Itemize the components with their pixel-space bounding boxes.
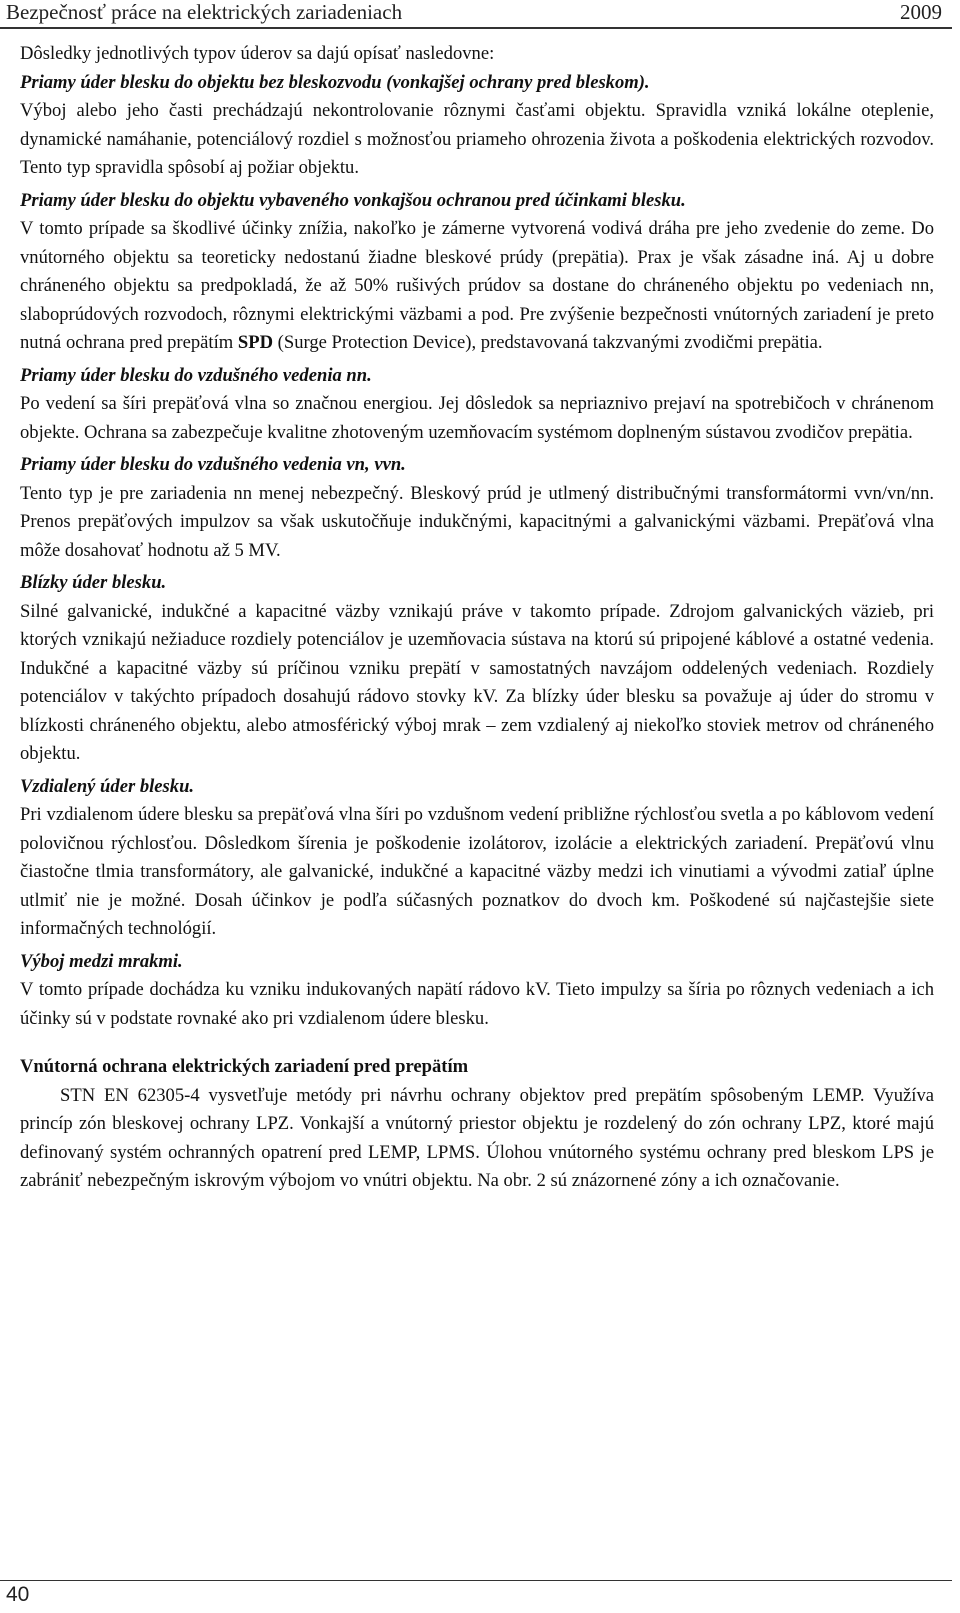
page-number: 40: [6, 1583, 30, 1606]
page-header: [0, 0, 952, 29]
spd-term: SPD: [237, 332, 274, 353]
paragraph: STN EN 62305-4 vysvetľuje metódy pri návrhu ochrany objektov pred prepätím spôsobeným LEMP. Využíva princíp zón bleskovej ochrany LPZ. Vonkajší a vnútorný priestor objektu je rozdelený do zón ochrany LPZ, ktoré majú definovaný systém ochranných opatrení pred LEMP, LPMS. Úlohou vnútorného systému ochrany pred bleskom LPS je zabrániť nebezpečným iskrovým výbojom vo vnútri objektu. Na obr. 2 sú znázornené zóny a ich označovanie.: [20, 1084, 934, 1191]
chapter-heading: Vnútorná ochrana elektrických zariadení pred prepätím: [20, 1056, 469, 1077]
section-heading: Výboj medzi mrakmi.: [20, 950, 183, 972]
paragraph: V tomto prípade dochádza ku vzniku indukovaných napätí rádovo kV. Tieto impulzy sa šíria po rôznych vedeniach a ich účinky sú v podstate rovnaké ako pri vzdialenom údere blesku.: [20, 979, 934, 1029]
paragraph: Po vedení sa šíri prepäťová vlna so značnou energiou. Jej dôsledok sa nepriaznivo prejaví na spotrebičoch v chránenom objekte. Ochrana sa zabezpečuje kvalitne zhotoveným uzemňovacím systémom doplneným sústavou zvodičov prepätia.: [20, 393, 934, 443]
section-heading: Vzdialený úder blesku.: [20, 775, 195, 797]
header-year: 2009: [900, 0, 942, 24]
paragraph: Dôsledky jednotlivých typov úderov sa dajú opísať nasledovne:: [20, 43, 495, 64]
footer-divider: [0, 1580, 952, 1581]
paragraph: Tento typ je pre zariadenia nn menej nebezpečný. Bleskový prúd je utlmený distribučnými transformátormi vvn/vn/nn. Prenos prepäťových impulzov sa však uskutočňuje indukčnými, kapacitnými a galvanickými väzbami. Prepäťová vlna môže dosahovať hodnotu až 5 MV.: [20, 482, 934, 561]
section-heading: Blízky úder blesku.: [20, 572, 167, 593]
paragraph: Pri vzdialenom údere blesku sa prepäťová vlna šíri po vzdušnom vedení približne rýchlosťou svetla a po káblovom vedení polovičnou rýchlosťou. Dôsledkom šírenia je poškodenie izolátorov, izolácie a elektrických zariadení. Prepäťovú vlnu čiastočne tlmia transformátory, ale galvanické, indukčné a kapacitné väzby medzi ich vinutiami a vývodmi zatiaľ úplne utlmiť nie je možné. Dosah účinkov je podľa súčasných poznatkov do dvoch km. Poškodené sú najčastejšie siete informačných technológií.: [20, 804, 934, 939]
text-run: V tomto prípade sa škodlivé účinky znížia, nakoľko je zámerne vytvorená vodivá dráha pre jeho zvedenie do zeme. Do vnútorného objektu sa teoreticky nedostanú žiadne bleskové prúdy (prepätia). Prax je však zásadne iná. Aj u dobre chráneného objektu sa predpokladá, že až 50% rušivých prúdov sa dostane do chráneného objektu po vedeniach nn, slaboprúdových rozvodoch, rôznymi elektrickými väzbami a pod. Pre zvýšenie bezpečnosti vnútorných zariadení je preto nutná ochrana pred prepätím: [20, 218, 934, 353]
paragraph: Výboj alebo jeho časti prechádzajú nekontrolovanie rôznymi časťami objektu. Spravidla vzniká lokálne oteplenie, dynamické namáhanie, potenciálový rozdiel s možnosťou priameho ohrozenia života a poškodenia elektrických rozvodov. Tento typ spravidla spôsobí aj požiar objektu.: [20, 100, 934, 178]
header-title: Bezpečnosť práce na elektrických zariadeniach: [6, 0, 403, 24]
paragraph: Silné galvanické, indukčné a kapacitné väzby vznikajú práve v takomto prípade. Zdrojom galvanických väzieb, pri ktorých vznikajú nežiaduce rozdiely potenciálov je uzemňovacia sústava na ktorú sú pripojené káblové a ostatné vedenia. Indukčné a kapacitné väzby sú príčinou vzniku prepätí v samostatných navzájom oddelených vedeniach. Rozdiely potenciálov v takýchto prípadoch dosahujú rádovo stovky kV. Za blízky úder blesku sa považuje aj úder do stromu v blízkosti chráneného objektu, alebo atmosférický výboj mrak – zem vzdialený aj niekoľko stoviek metrov od chráneného objektu.: [20, 600, 934, 764]
text-run: (Surge Protection Device), predstavovaná takzvanými zvodičmi prepätia.: [273, 332, 823, 353]
section-heading: Priamy úder blesku do vzdušného vedenia nn.: [20, 364, 372, 386]
section-heading: Priamy úder blesku do objektu bez bleskozvodu (vonkajšej ochrany pred bleskom).: [20, 71, 650, 93]
document-body: [20, 40, 934, 1196]
section-heading: Priamy úder blesku do vzdušného vedenia vn, vvn.: [20, 454, 406, 475]
section-heading: Priamy úder blesku do objektu vybaveného vonkajšou ochranou pred účinkami blesku.: [20, 189, 686, 211]
paragraph-spd: [20, 215, 934, 358]
